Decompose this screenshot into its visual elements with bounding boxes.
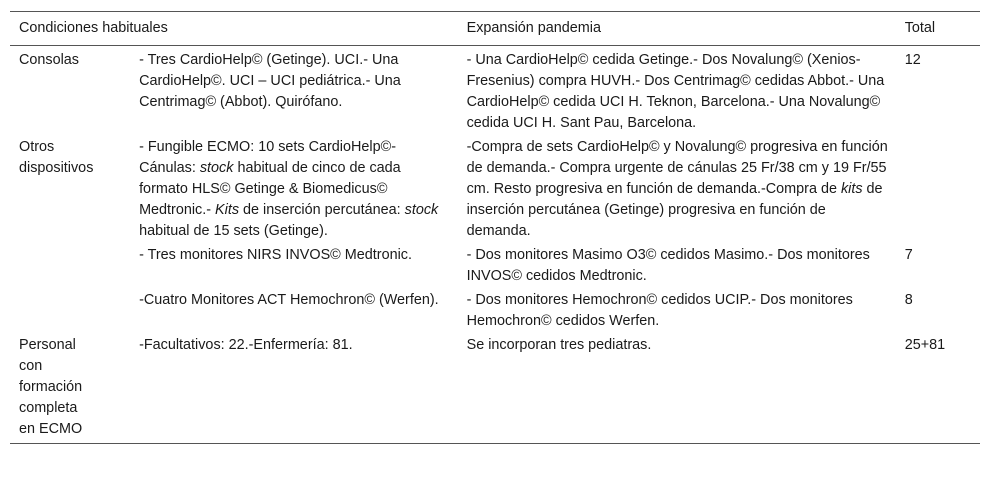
row-label-staff-line: en ECMO: [19, 421, 83, 437]
row-label-staff-line: con: [19, 358, 43, 374]
row-label-staff: [10, 332, 130, 444]
header-total: Total: [904, 20, 936, 36]
cell-other-devices-usual: [130, 134, 458, 242]
row-label-other-devices: [10, 134, 130, 242]
ecmo-resources-table: [10, 11, 980, 444]
italic-term: stock: [199, 160, 234, 176]
table-row-staff: [10, 332, 980, 444]
row-label-consoles: Consolas: [19, 52, 79, 68]
cell-other-devices-total: [896, 134, 980, 242]
cell-nirs-usual: - Tres monitores NIRS INVOS© Medtronic.: [139, 247, 412, 263]
row-label-staff-line: Personal: [19, 337, 76, 353]
cell-nirs-total: 7: [904, 247, 913, 263]
cell-other-devices-expansion: [458, 134, 896, 242]
row-label-staff-line: completa: [19, 400, 78, 416]
italic-term: kits: [840, 181, 863, 197]
row-label-other-devices-line2: dispositivos: [19, 160, 94, 176]
text-segment: de inserción percutánea:: [239, 202, 405, 218]
cell-consoles-total: 12: [904, 52, 921, 68]
cell-consoles-usual: - Tres CardioHelp© (Getinge). UCI.- Una CardioHelp©. UCI – UCI pediátrica.- Una Centrimag© (Abbot). Quirófano.: [139, 52, 401, 110]
text-segment: de inserción percutánea (Getinge) progresiva en función de demanda.: [466, 181, 883, 239]
table-row-consoles: [10, 46, 980, 135]
row-label-other-devices-line1: Otros: [19, 139, 55, 155]
italic-term: stock: [404, 202, 439, 218]
cell-staff-expansion: Se incorporan tres pediatras.: [466, 337, 652, 353]
cell-act-total: 8: [904, 292, 913, 308]
text-segment: -Compra de sets CardioHelp© y Novalung© progresiva en función de demanda.- Compra urgente de cánulas 25 Fr/38 cm y 19 Fr/55 cm. Resto progresiva en función de demanda.-Compra de: [466, 139, 888, 197]
header-expansion: Expansión pandemia: [466, 20, 602, 36]
row-label-empty: [10, 287, 130, 332]
table-row-nirs: [10, 242, 980, 287]
cell-nirs-expansion: - Dos monitores Masimo O3© cedidos Masimo.- Dos monitores INVOS© cedidos Medtronic.: [466, 247, 870, 284]
text-segment: habitual de 15 sets (Getinge).: [139, 223, 328, 239]
italic-term: Kits: [215, 202, 240, 218]
text-segment: habitual de cinco de cada formato HLS© Getinge & Biomedicus© Medtronic.-: [139, 160, 401, 218]
row-label-staff-line: formación: [19, 379, 83, 395]
table-row-act: [10, 287, 980, 332]
table-header-row: [10, 12, 980, 46]
row-label-empty: [10, 242, 130, 287]
cell-act-usual: -Cuatro Monitores ACT Hemochron© (Werfen).: [139, 292, 439, 308]
table-row-other-devices: [10, 134, 980, 242]
cell-staff-usual: -Facultativos: 22.-Enfermería: 81.: [139, 337, 353, 353]
cell-consoles-expansion: - Una CardioHelp© cedida Getinge.- Dos Novalung© (Xenios-Fresenius) compra HUVH.- Dos Centrimag© cedidas Abbot.- Una CardioHelp© cedida UCI H. Teknon, Barcelona.- Una Novalung© cedida UCI H. Sant Pau, Barcelona.: [466, 52, 885, 131]
header-conditions: Condiciones habituales: [19, 20, 168, 36]
cell-act-expansion: - Dos monitores Hemochron© cedidos UCIP.- Dos monitores Hemochron© cedidos Werfen.: [466, 292, 853, 329]
cell-staff-total: 25+81: [904, 337, 946, 353]
text-segment: - Fungible ECMO: 10 sets CardioHelp©- Cánulas:: [139, 139, 397, 176]
